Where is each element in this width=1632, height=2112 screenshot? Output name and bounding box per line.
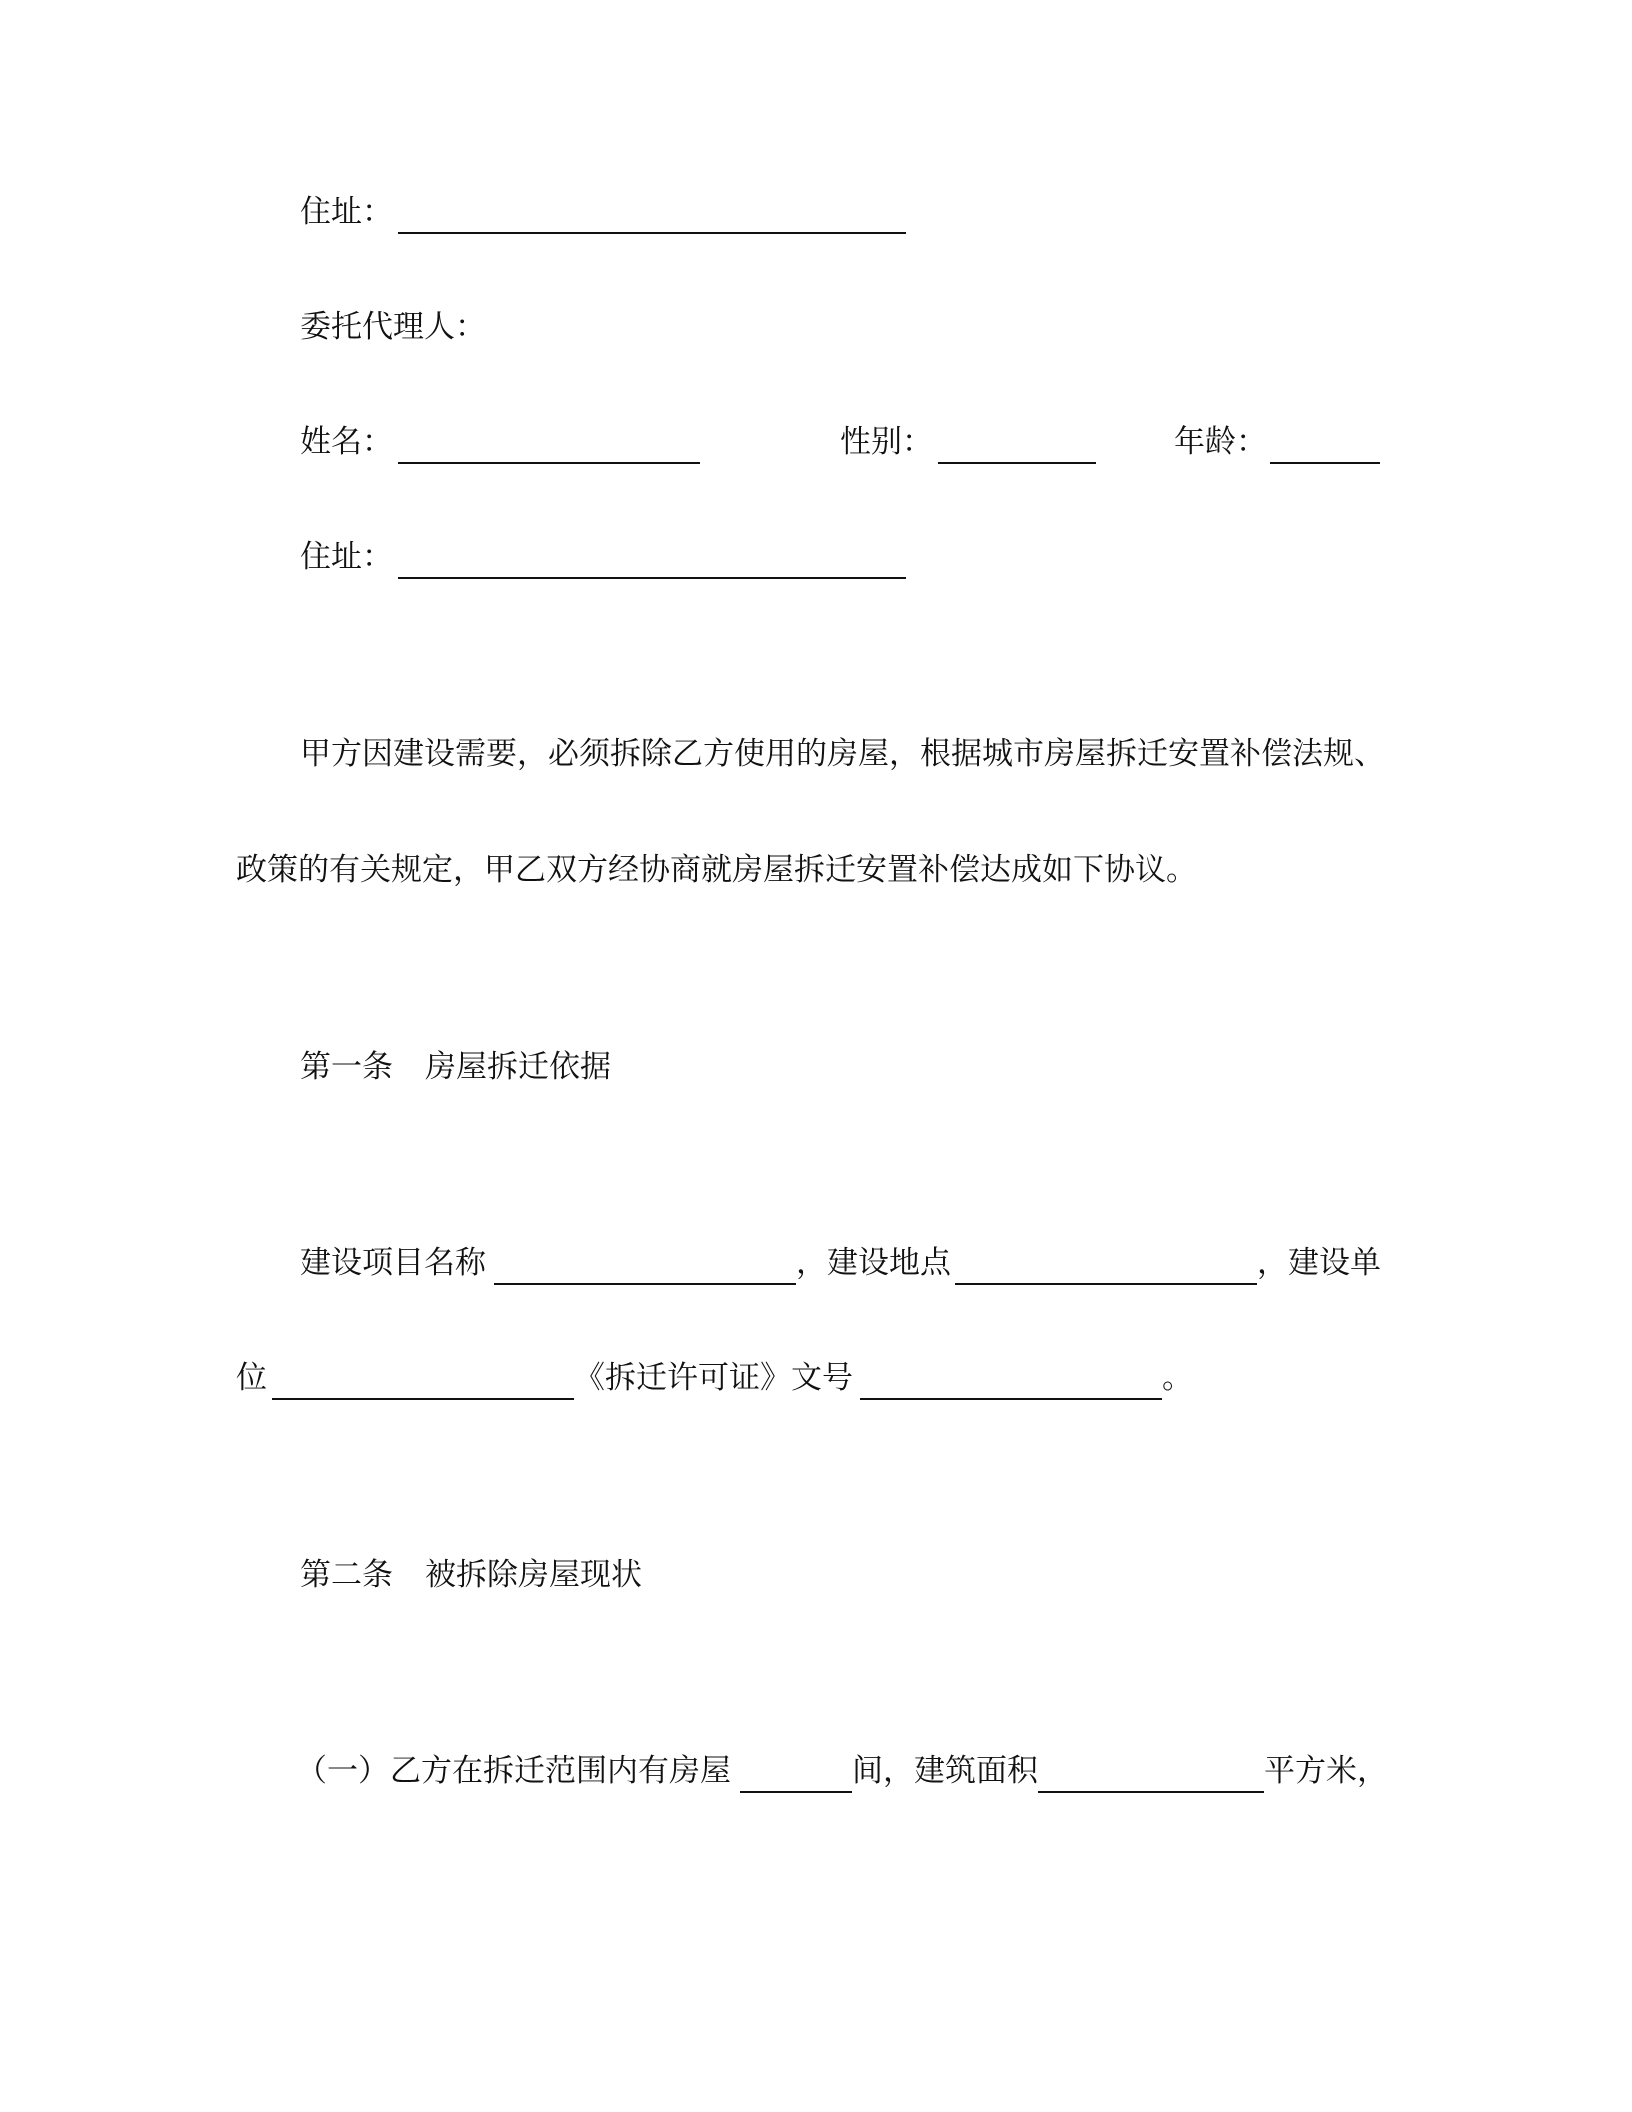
article-2-item-1-prefix-row: [296, 1751, 389, 1791]
permit-number-blank[interactable]: [860, 1398, 1162, 1400]
agent-age-row: [1174, 422, 1267, 462]
agent-address-label: 住址：: [300, 539, 393, 575]
agent-age-blank[interactable]: [1270, 462, 1380, 464]
party-b-address-label: 住址：: [300, 194, 393, 230]
preamble-line-1: [300, 734, 1385, 774]
agent-gender-blank[interactable]: [938, 462, 1096, 464]
unit-label-part-1: ，建设单: [1257, 1245, 1381, 1281]
agent-address-row: [300, 537, 393, 577]
article-2-item-1-text-2-row: [852, 1751, 1038, 1791]
floor-area-blank[interactable]: [1038, 1791, 1264, 1793]
permit-label-row: [574, 1358, 853, 1398]
article-2-item-1-text-1-row: [390, 1751, 731, 1791]
agent-gender-label: 性别：: [840, 424, 933, 460]
article-2-item-1-prefix: （一）: [296, 1753, 389, 1789]
article-1-number: 第一条: [300, 1049, 393, 1085]
agent-address-blank[interactable]: [398, 577, 906, 579]
project-name-label-row: [300, 1243, 486, 1283]
project-name-blank[interactable]: [494, 1283, 796, 1285]
unit-label-part-2: 位: [236, 1360, 267, 1396]
agent-heading-label: 委托代理人：: [300, 309, 486, 345]
article-2-number: 第二条: [300, 1557, 393, 1593]
unit-label-row-1: [1257, 1243, 1381, 1283]
article-1-end-row: [1162, 1358, 1193, 1398]
agent-name-blank[interactable]: [398, 462, 700, 464]
party-b-address-row: [300, 192, 393, 232]
article-1-end-mark: 。: [1162, 1360, 1193, 1396]
article-2-heading: [300, 1555, 642, 1595]
preamble-text-2: 政策的有关规定，甲乙双方经协商就房屋拆迁安置补偿达成如下协议。: [236, 852, 1197, 888]
location-blank[interactable]: [955, 1283, 1257, 1285]
preamble-line-2: [236, 850, 1197, 890]
party-b-address-blank[interactable]: [398, 232, 906, 234]
article-2-title: 被拆除房屋现状: [425, 1557, 642, 1593]
unit-label-row-2: [236, 1358, 267, 1398]
location-label: ，建设地点: [796, 1245, 951, 1281]
article-2-item-1-text-3-row: [1264, 1751, 1388, 1791]
article-2-item-1-text-1: 乙方在拆迁范围内有房屋: [390, 1753, 731, 1789]
project-name-label: 建设项目名称: [300, 1245, 486, 1281]
permit-label: 《拆迁许可证》文号: [574, 1360, 853, 1396]
agent-name-label: 姓名：: [300, 424, 393, 460]
unit-blank[interactable]: [272, 1398, 574, 1400]
article-2-item-1-text-3: 平方米，: [1264, 1753, 1388, 1789]
room-count-blank[interactable]: [740, 1791, 852, 1793]
article-1-title: 房屋拆迁依据: [425, 1049, 611, 1085]
agent-name-row: [300, 422, 393, 462]
preamble-text-1: 甲方因建设需要，必须拆除乙方使用的房屋，根据城市房屋拆迁安置补偿法规、: [300, 736, 1385, 772]
location-label-row: [796, 1243, 951, 1283]
agent-heading: [300, 307, 486, 347]
article-1-heading: [300, 1047, 611, 1087]
agent-age-label: 年龄：: [1174, 424, 1267, 460]
agent-gender-row: [840, 422, 933, 462]
article-2-item-1-text-2: 间，建筑面积: [852, 1753, 1038, 1789]
